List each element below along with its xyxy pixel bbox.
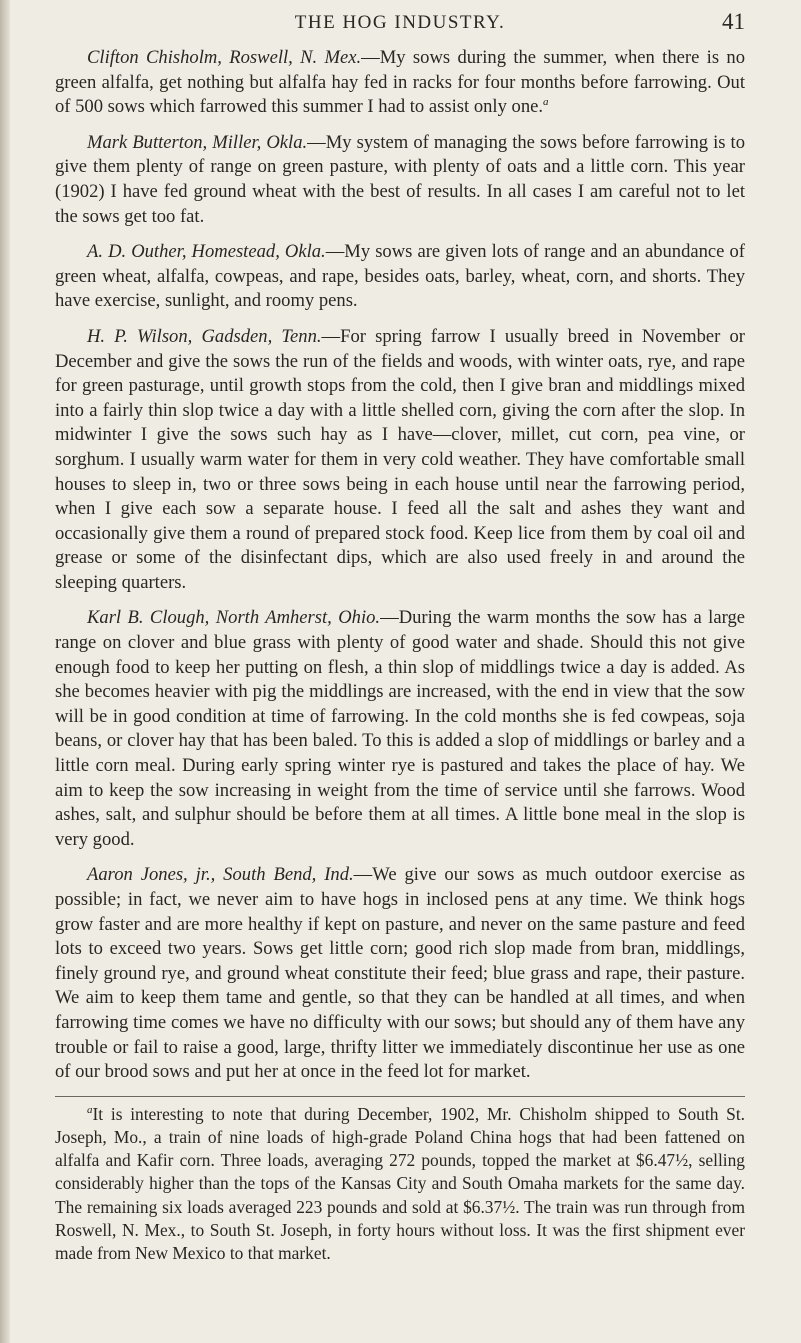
- paragraph-butterton: [55, 131, 745, 229]
- footnote: [55, 1103, 745, 1265]
- contributor-name: A. D. Outher, Homestead, Okla.: [87, 241, 326, 263]
- contributor-name: H. P. Wilson, Gadsden, Tenn.: [87, 325, 322, 347]
- contributor-name: Aaron Jones, jr., South Bend, Ind.: [87, 864, 354, 886]
- paragraph-wilson: [55, 325, 745, 596]
- page-number: 41: [722, 9, 745, 34]
- contributor-name: Mark Butterton, Miller, Okla.: [87, 131, 308, 153]
- contributor-name: Clifton Chisholm, Roswell, N. Mex.: [87, 47, 362, 68]
- paragraph-text: —We give our sows as much outdoor exercise as possible; in fact, we never aim to have hogs in inclosed pens at any time. We think hogs grow faster and are more healthy if kept on pasture, and never on the same pasture and feed lots to exceed two years. Sows get little corn; good rich slop made from bran, middlings, finely ground rye, and ground wheat constitute their feed; blue grass and rape, their pasture. We aim to keep them tame and gentle, so that they can be handled at all times, and when farrowing time comes we have no difficulty with our sows; but should any of them have any trouble or fail to raise a good, large, thrifty litter we immediately discontinue her use as one of our brood sows and put her at once in the feed lot for market.: [55, 864, 745, 1083]
- paragraph-chisholm: [55, 46, 745, 120]
- body-text: [55, 46, 745, 1085]
- running-title: THE HOG INDUSTRY.: [294, 12, 506, 33]
- footnote-divider: [55, 1096, 745, 1097]
- book-page: [55, 0, 745, 1265]
- paragraph-jones: [55, 863, 745, 1084]
- paragraph-text: —My sows are given lots of range and an abundance of green wheat, alfalfa, cowpeas, and rape, besides oats, barley, wheat, corn, and shorts. They have exercise, sunlight, and roomy pens.: [55, 241, 745, 312]
- paragraph-text: —During the warm months the sow has a large range on clover and blue grass with plenty of good water and shade. Should this not give enough food to keep her putting on flesh, a thin slop of middlings twice a day is added. As she becomes heavier with pig the middlings are increased, with the end in view that the sow will be in good condition at time of farrowing. In the cold months she is fed cowpeas, soja beans, or clover hay that has been baled. To this is added a slop of middlings or barley and a little corn meal. During early spring winter rye is pastured and takes the place of hay. We aim to keep the sow increasing in weight from the time of service until she farrows. Wood ashes, salt, and sulphur should be before them at all times. A little bone meal in the slop is very good.: [55, 607, 745, 850]
- footnote-text: It is interesting to note that during December, 1902, Mr. Chisholm shipped to South St. Joseph, Mo., a train of nine loads of high-grade Poland China hogs that had been fattened on alfalfa and Kafir corn. Three loads, averaging 272 pounds, topped the market at $6.47½, selling considerably higher than the tops of the Kansas City and South Omaha markets for the same day. The remaining six loads averaged 223 pounds and sold at $6.37½. The train was run through from Roswell, N. Mex., to South St. Joseph, in forty hours without loss. It was the first shipment ever made from New Mexico to that market.: [55, 1103, 745, 1263]
- contributor-name: Karl B. Clough, North Amherst, Ohio.: [87, 607, 381, 629]
- footnote-mark: a: [87, 1103, 93, 1116]
- page-header: [55, 0, 745, 46]
- paragraph-text: —For spring farrow I usually breed in November or December and give the sows the run of the fields and woods, with winter oats, rye, and rape for green pasturage, until growth stops from the cold, then I give bran and middlings mixed into a fairly thin slop twice a day with a little shelled corn, giving the corn after the slop. In midwinter I give the sows such hay as I have—clover, millet, cut corn, pea vine, or sorghum. I usually warm water for them in very cold weather. They have comfortable small houses to sleep in, two or three sows being in each house until near the farrowing period, when I give each sow a separate house. I feed all the salt and ashes they want and occasionally give them a round of prepared stock food. Keep lice from them by coal oil and grease or some of the disinfectant dips, which are also used freely in and around the sleeping quarters.: [55, 325, 745, 593]
- paragraph-clough: [55, 606, 745, 852]
- paragraph-outher: [55, 240, 745, 314]
- page-binding-edge: [0, 0, 10, 1343]
- paragraph-text: —My sows during the summer, when there is no green alfalfa, get nothing but alfalfa hay fed in racks for four months before farrowing. Out of 500 sows which farrowed this summer I had to assist only one.: [55, 47, 745, 118]
- paragraph-text: —My system of managing the sows before farrowing is to give them plenty of range on green pasture, with plenty of oats and a little corn. This year (1902) I have fed ground wheat with the best of results. In all cases I am careful not to let the sows get too fat.: [55, 131, 745, 227]
- footnote-reference[interactable]: a: [543, 96, 549, 108]
